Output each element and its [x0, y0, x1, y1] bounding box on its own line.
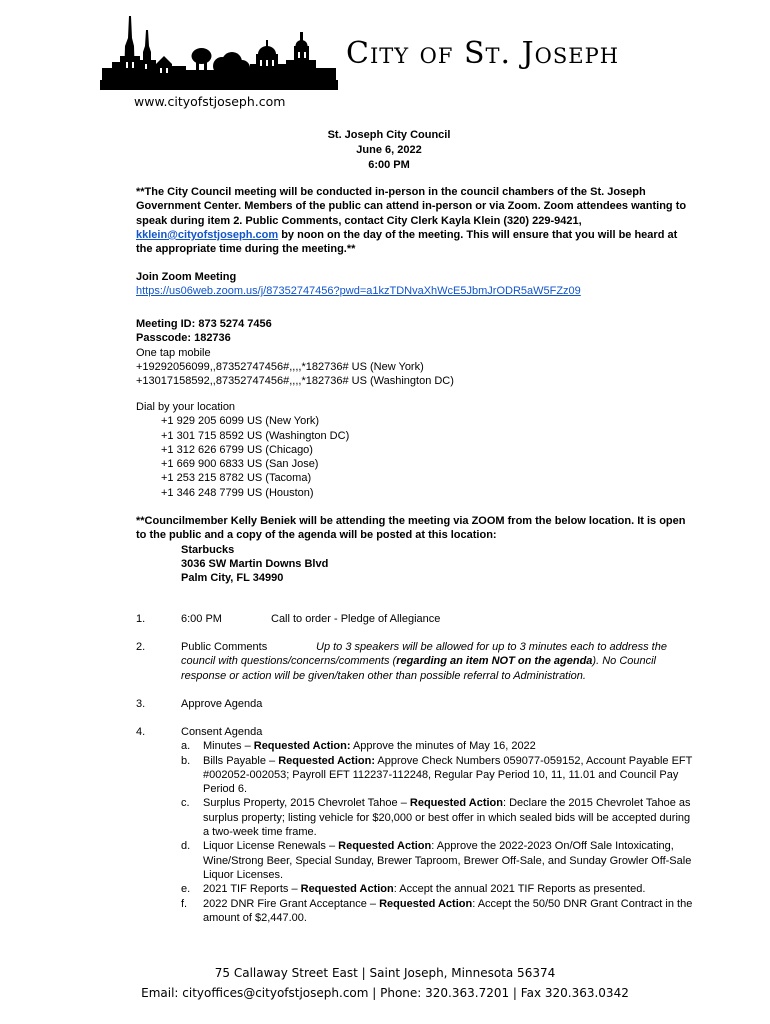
agenda-item-number: 2. — [136, 641, 146, 653]
subitem-title: Surplus Property, 2015 Chevrolet Tahoe – — [203, 797, 410, 810]
one-tap-number: +19292056099,,87352747456#,,,,*182736# US (New York) — [136, 360, 424, 373]
subitem-title: Liquor License Renewals – — [203, 840, 339, 853]
agenda-item-1 — [136, 612, 696, 626]
subitem-action-label: Requested Action — [338, 840, 432, 853]
remote-attendance-notice — [136, 514, 696, 585]
subitem-letter: b. — [181, 754, 191, 767]
meeting-id: Meeting ID: 873 5274 7456 — [136, 318, 272, 330]
dial-section — [136, 400, 696, 500]
subitem-action-text: : Accept the annual 2021 TIF Reports as presented. — [393, 883, 646, 896]
dial-number: +1 669 900 6833 US (San Jose) — [161, 458, 319, 471]
remote-location-line: 3036 SW Martin Downs Blvd — [181, 557, 329, 570]
agenda-item-number: 3. — [136, 698, 146, 710]
consent-subitem — [181, 897, 696, 926]
subitem-letter: e. — [181, 883, 191, 896]
in-person-notice — [136, 185, 696, 256]
meeting-header — [0, 128, 770, 173]
agenda-item-4 — [136, 725, 696, 925]
subitem-letter: d. — [181, 840, 191, 853]
consent-subitem — [181, 796, 696, 839]
dial-number: +1 253 215 8782 US (Tacoma) — [161, 472, 312, 485]
subitem-letter: a. — [181, 740, 191, 753]
one-tap-label: One tap mobile — [136, 346, 211, 359]
zoom-section — [136, 270, 696, 299]
footer-address: 75 Callaway Street East | Saint Joseph, Minnesota 56374 — [214, 966, 556, 980]
website-link[interactable]: www.cityofstjoseph.com — [134, 94, 286, 109]
public-comments-desc-post: ). No Council response or action will be given/taken other than possible referral to Administration. — [181, 655, 656, 682]
subitem-title: Bills Payable – — [203, 754, 279, 767]
agenda-item-label: Consent Agenda — [181, 726, 263, 738]
agenda-item-label: Public Comments — [181, 641, 268, 653]
subitem-action-label: Requested Action: — [278, 754, 375, 767]
subitem-title: 2022 DNR Fire Grant Acceptance – — [203, 897, 380, 910]
agenda-item-number: 1. — [136, 613, 146, 625]
subitem-action-label: Requested Action: — [253, 740, 351, 753]
dial-label: Dial by your location — [136, 401, 236, 413]
agenda-item-3 — [136, 697, 696, 711]
subitem-action-text: Approve Check Numbers 059077-059152, Account Payable EFT #002052-002053; Payroll EFT 112237-112248, Regular Pay Period 10, 11, 11.01 and Council Pay Period 6. — [203, 754, 693, 796]
footer-contact: Email: cityoffices@cityofstjoseph.com | Phone: 320.363.7201 | Fax 320.363.0342 — [141, 986, 629, 1000]
remote-notice-text: **Councilmember Kelly Beniek will be attending the meeting via ZOOM from the below location. It is open to the public and a copy of the agenda will be posted at this location: — [136, 515, 686, 542]
meeting-time: 6:00 PM — [368, 159, 410, 171]
subitem-action-text: : Declare the 2015 Chevrolet Tahoe as surplus property; listing vehicle for $20,000 or best offer in which sealed bids will be accepted during a two-week time frame. — [203, 797, 691, 839]
city-skyline-logo — [100, 16, 338, 90]
consent-subitem — [181, 739, 696, 753]
subitem-action-label: Requested Action — [300, 883, 394, 896]
dial-number: +1 346 248 7799 US (Houston) — [161, 486, 314, 499]
consent-subitem — [181, 882, 696, 896]
subitem-title: 2021 TIF Reports – — [203, 883, 301, 896]
remote-location-line: Palm City, FL 34990 — [181, 572, 284, 585]
zoom-details — [136, 317, 696, 388]
agenda-item-time: 6:00 PM — [181, 613, 222, 625]
subitem-action-text: : Accept the 50/50 DNR Grant Contract in the amount of $2,447.00. — [203, 897, 693, 924]
meeting-body: St. Joseph City Council — [327, 129, 451, 141]
subitem-action-label: Requested Action — [379, 897, 473, 910]
notice-text-pre: **The City Council meeting will be conducted in-person in the council chambers of the St. Joseph Government Center. Members of the public can attend in-person or via Zoom. Zoom attendees wanting to speak during item 2. Public Comments, contact City Clerk Kayla Klein (320) 229-9421, — [136, 186, 687, 227]
passcode: Passcode: 182736 — [136, 332, 231, 345]
subitem-title: Minutes – — [203, 740, 254, 753]
zoom-heading: Join Zoom Meeting — [136, 271, 237, 283]
agenda-item-label: Approve Agenda — [181, 698, 263, 710]
public-comments-desc-bold: regarding an item NOT on the agenda — [396, 655, 593, 668]
clerk-email-link[interactable]: kklein@cityofstjoseph.com — [136, 228, 279, 241]
dial-number: +1 929 205 6099 US (New York) — [161, 415, 320, 428]
agenda-item-label: Call to order - Pledge of Allegiance — [271, 613, 441, 625]
notice-text-post: by noon on the day of the meeting. This will ensure that you will be heard at the appropriate time during the meeting.** — [136, 228, 678, 256]
dial-number: +1 312 626 6799 US (Chicago) — [161, 443, 313, 456]
one-tap-number: +13017158592,,87352747456#,,,,*182736# US (Washington DC) — [136, 375, 454, 388]
consent-subitem — [181, 754, 696, 797]
subitem-letter: f. — [181, 897, 188, 910]
agenda-item-number: 4. — [136, 726, 146, 738]
subitem-action-text: Approve the minutes of May 16, 2022 — [350, 740, 536, 753]
subitem-letter: c. — [181, 797, 190, 810]
dial-number: +1 301 715 8592 US (Washington DC) — [161, 429, 350, 442]
meeting-date: June 6, 2022 — [356, 144, 422, 156]
public-comments-desc-pre: Up to 3 speakers will be allowed for up to 3 minutes each to address the council with questions/concerns/comments ( — [181, 641, 667, 668]
subitem-action-label: Requested Action — [409, 797, 503, 810]
agenda-item-2 — [136, 640, 696, 683]
zoom-url-link[interactable]: https://us06web.zoom.us/j/87352747456?pwd=a1kzTDNvaXhWcE5JbmJrODR5aW5FZz09 — [136, 285, 581, 298]
remote-location-line: Starbucks — [181, 543, 235, 556]
consent-subitem — [181, 839, 696, 882]
city-title: City of St. Joseph — [346, 36, 620, 71]
subitem-action-text: : Approve the 2022-2023 On/Off Sale Intoxicating, Wine/Strong Beer, Special Sunday, Brewer Taproom, Brewer Off-Sale, and Sunday Growler Off-Sale Liquor Licenses. — [203, 840, 692, 881]
